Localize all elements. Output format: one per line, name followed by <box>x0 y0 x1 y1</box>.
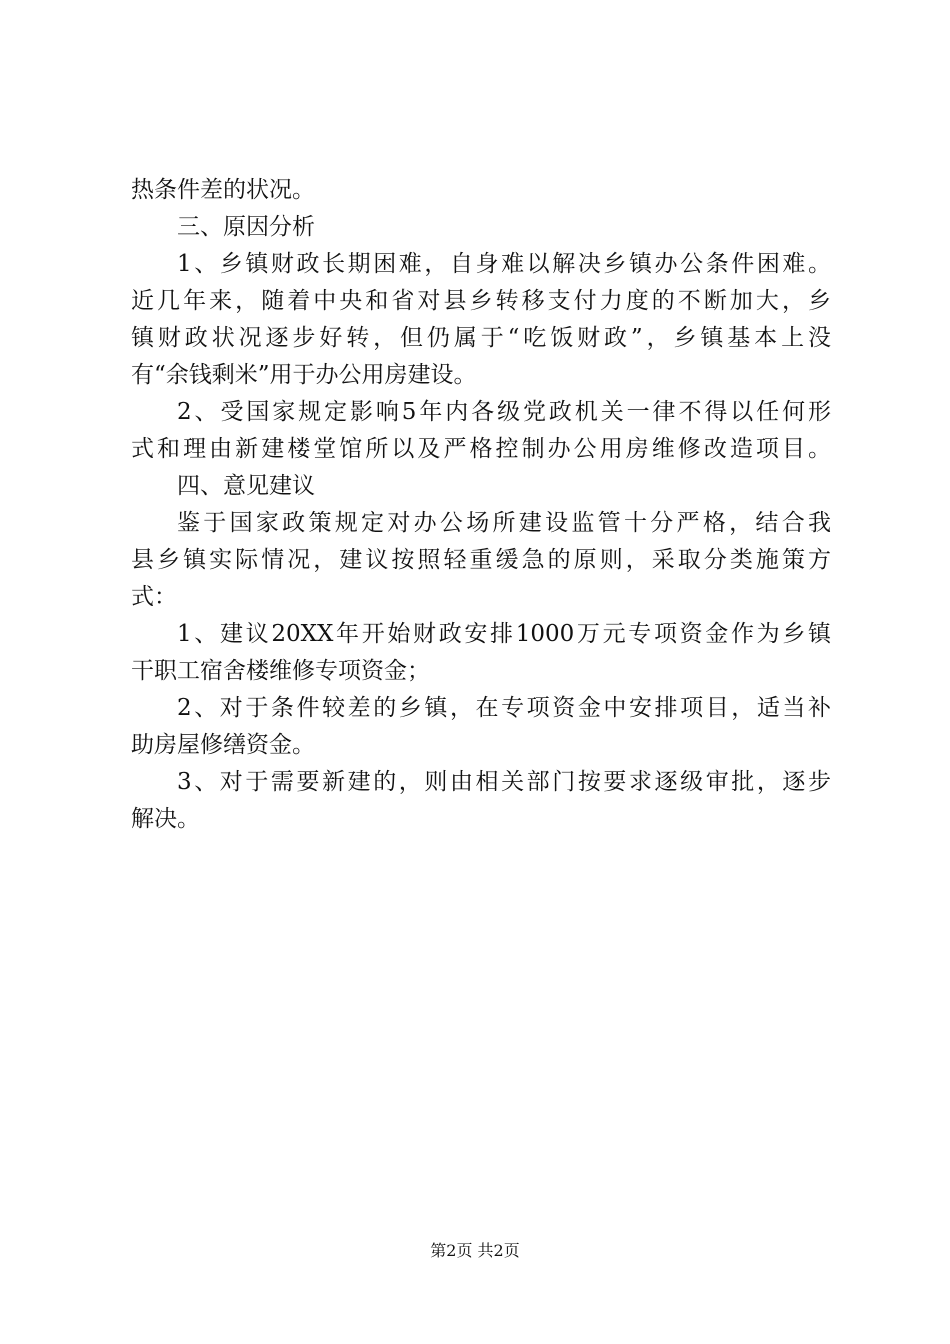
text-line: 有“余钱剩米”用于办公用房建设。 <box>131 362 477 388</box>
text-line: 解决。 <box>131 806 200 832</box>
text-line: 县乡镇实际情况，建议按照轻重缓急的原则，采取分类施策方 <box>131 547 831 573</box>
text-line: 助房屋修缮资金。 <box>131 732 315 758</box>
text-line: 3、对于需要新建的，则由相关部门按要求逐级审批，逐步 <box>177 769 831 795</box>
text-line: 式和理由新建楼堂馆所以及严格控制办公用房维修改造项目。 <box>131 436 831 462</box>
page-number-footer: 第2页 共2页 <box>430 1241 520 1260</box>
text-line: 镇财政状况逐步好转，但仍属于“吃饭财政”，乡镇基本上没 <box>131 325 831 351</box>
text-line: 1、建议20XX年开始财政安排1000万元专项资金作为乡镇 <box>177 621 831 647</box>
text-line: 近几年来，随着中央和省对县乡转移支付力度的不断加大，乡 <box>131 288 831 314</box>
text-line: 鉴于国家政策规定对办公场所建设监管十分严格，结合我 <box>177 510 831 536</box>
text-line: 干职工宿舍楼维修专项资金； <box>131 658 430 684</box>
text-line: 2、受国家规定影响5年内各级党政机关一律不得以任何形 <box>177 399 831 425</box>
text-line: 2、对于条件较差的乡镇，在专项资金中安排项目，适当补 <box>177 695 831 721</box>
section-heading: 三、原因分析 <box>177 214 315 240</box>
text-line: 式： <box>131 584 177 610</box>
document-body <box>131 172 831 838</box>
text-line: 1、乡镇财政长期困难，自身难以解决乡镇办公条件困难。 <box>177 251 831 277</box>
section-heading: 四、意见建议 <box>177 473 315 499</box>
text-line: 热条件差的状况。 <box>131 177 315 203</box>
